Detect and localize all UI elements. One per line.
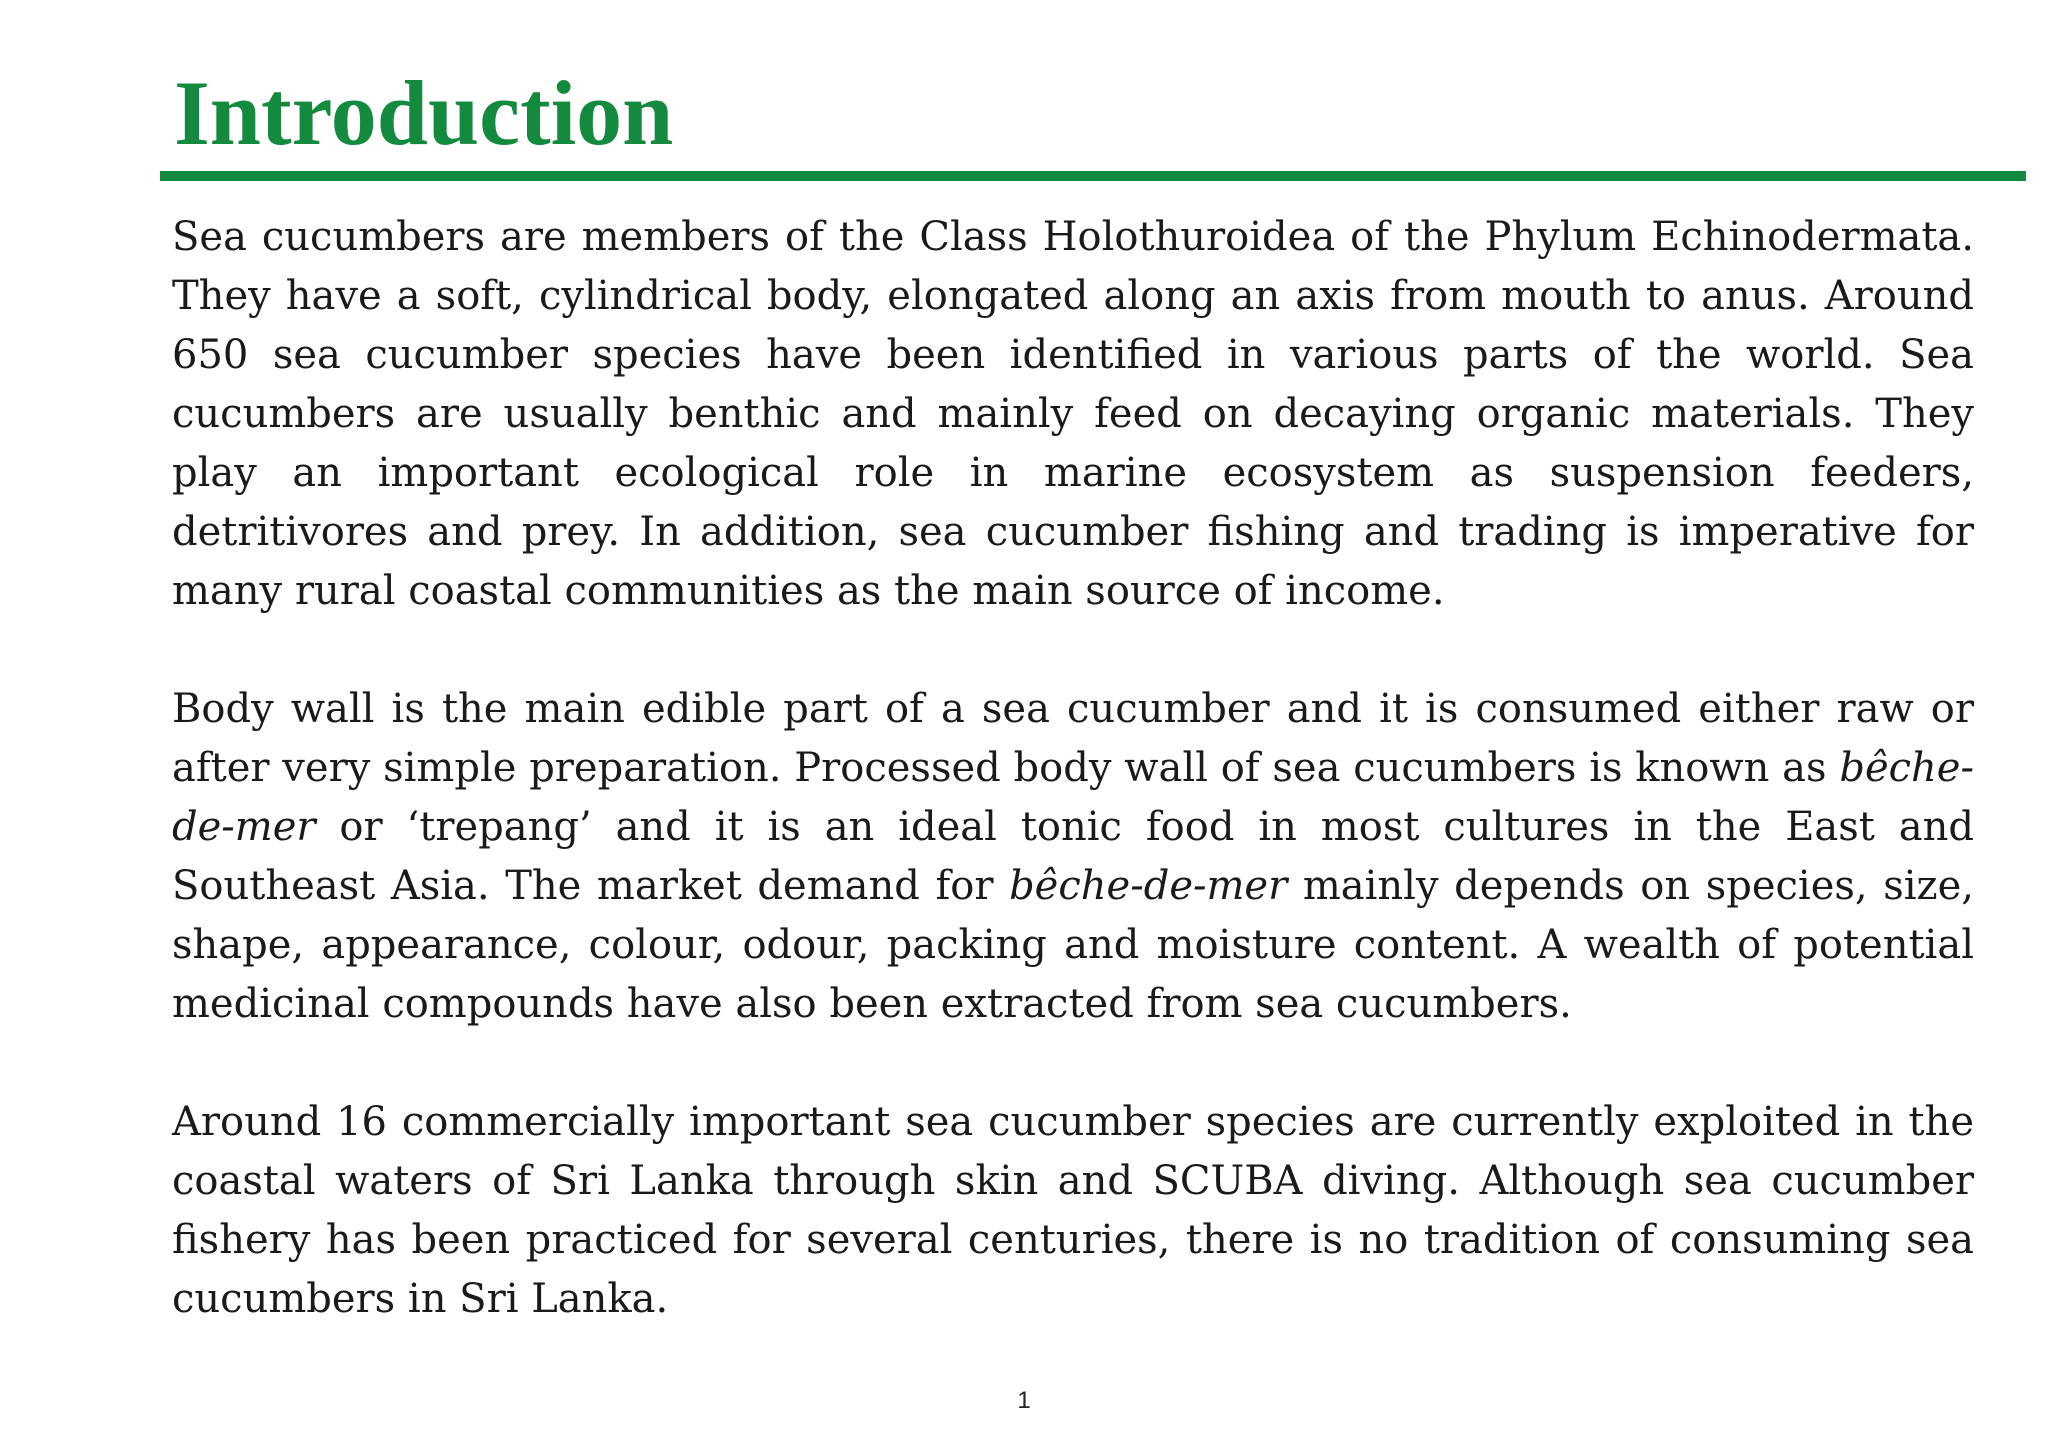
paragraph-body-wall: [172, 680, 1974, 1034]
page-title: Introduction: [174, 62, 674, 164]
heading-divider: [160, 171, 2026, 181]
body-text: [172, 208, 1974, 1388]
paragraph-intro: Sea cucumbers are members of the Class Holothuroidea of the Phylum Echinodermata. They have a soft, cylindrical body, elongated along an axis from mouth to anus. Around 650 sea cucumber species have been identified in various parts of the world. Sea cucumbers are usually benthic and mainly feed on decaying organic materials. They play an important ecological role in marine ecosystem as suspension feeders, detritivores and prey. In addition, sea cucumber fishing and trading is imperative for many rural coastal communities as the main source of income.: [172, 214, 1974, 614]
paragraph-text-segment: Body wall is the main edible part of a sea cucumber and it is consumed either raw or after very simple preparation. Processed body wall of sea cucumbers is known as: [172, 686, 1974, 791]
paragraph-sri-lanka: Around 16 commercially important sea cucumber species are currently exploited in the coastal waters of Sri Lanka through skin and SCUBA diving. Although sea cucumber fishery has been practiced for several centuries, there is no tradition of consuming sea cucumbers in Sri Lanka.: [172, 1099, 1974, 1322]
paragraph-text-segment: mainly depends on species, size, shape, appearance, colour, odour, packing and moisture content. A wealth of potential medicinal compounds have also been extracted from sea cucumbers.: [172, 863, 1975, 1027]
page-number: 1: [1017, 1387, 1031, 1414]
italic-term: bêche-de-mer: [172, 745, 1974, 850]
paragraph-text-segment: or ‘trepang’ and it is an ideal tonic food in most cultures in the East and Southeast Asia. The market demand for: [172, 804, 1974, 909]
italic-term: bêche-de-mer: [1009, 863, 1288, 909]
